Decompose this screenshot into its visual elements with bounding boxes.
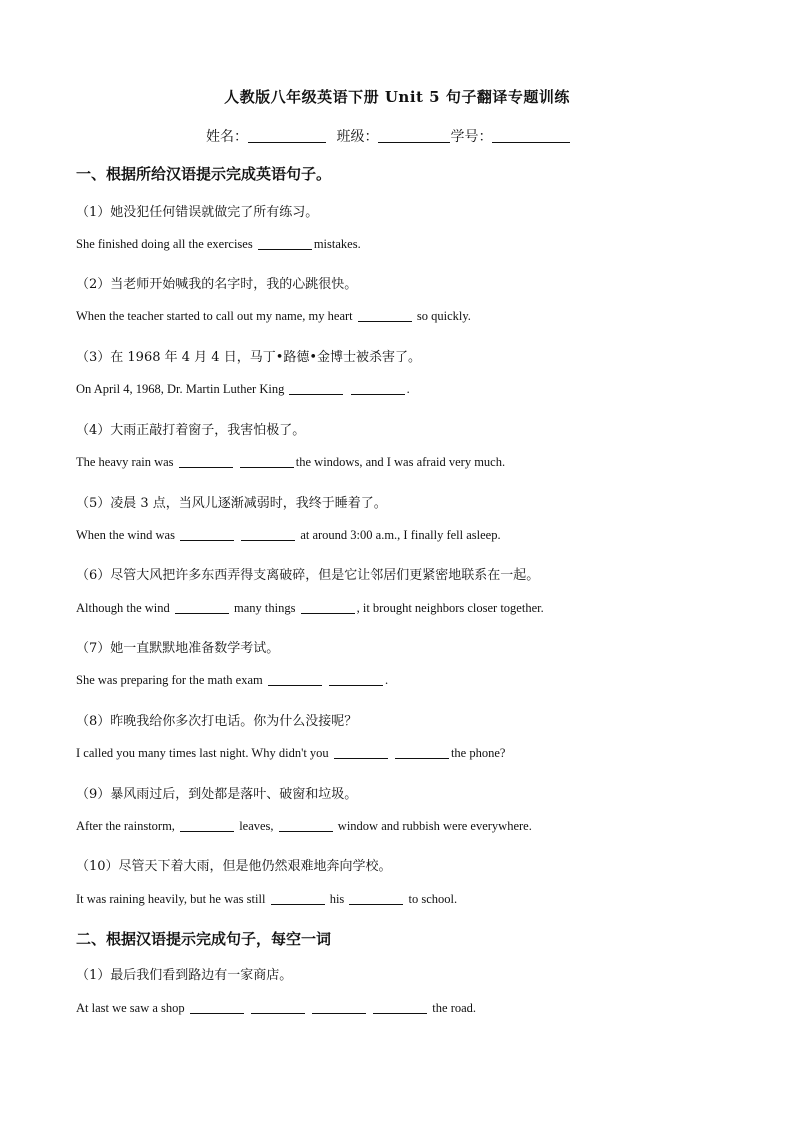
sentence-text: It was raining heavily, but he was still — [76, 892, 269, 906]
sentence-text — [246, 1001, 249, 1015]
sentence-text: . — [385, 673, 389, 687]
answer-blank[interactable] — [351, 382, 405, 395]
sentence-text: She was preparing for the math exam — [76, 673, 266, 687]
sentence-text: his — [326, 892, 348, 906]
answer-blank[interactable] — [180, 819, 234, 832]
name-field[interactable] — [248, 128, 326, 143]
question-7-english — [76, 673, 388, 688]
sentence-text — [368, 1001, 371, 1015]
sentence-text: the road. — [429, 1001, 477, 1015]
sentence-text: On April 4, 1968, Dr. Martin Luther King — [76, 382, 288, 396]
question-1-english — [76, 237, 361, 252]
question-10-chinese: （10）尽管天下着大雨，但是他仍然艰难地奔向学校。 — [76, 859, 392, 874]
answer-blank[interactable] — [279, 819, 333, 832]
question-8-chinese: （8）昨晚我给你多次打电话。你为什么没接呢？ — [76, 714, 358, 729]
question-9-english — [76, 819, 532, 834]
question-6-english — [76, 601, 544, 616]
question-3-chinese: （3）在 1968 年 4 月 4 日，马丁•路德•金博士被杀害了。 — [76, 350, 422, 365]
answer-blank[interactable] — [395, 746, 449, 759]
answer-blank[interactable] — [175, 601, 229, 614]
answer-blank[interactable] — [289, 382, 343, 395]
answer-blank[interactable] — [373, 1001, 427, 1014]
question-2-english — [76, 309, 471, 324]
sentence-text: Although the wind — [76, 601, 173, 615]
sentence-text — [235, 455, 238, 469]
section-2-heading: 二、根据汉语提示完成句子，每空一词 — [76, 930, 332, 948]
question-8-english — [76, 746, 505, 761]
question-4-chinese: （4）大雨正敲打着窗子，我害怕极了。 — [76, 423, 306, 438]
section-1-heading: 一、根据所给汉语提示完成英语句子。 — [76, 165, 332, 183]
question-10-english — [76, 892, 457, 907]
question-5-english — [76, 528, 501, 543]
section-2-question-1-chinese: （1）最后我们看到路边有一家商店。 — [76, 968, 293, 983]
sentence-text: so quickly. — [413, 309, 471, 323]
question-6-chinese: （6）尽管大风把许多东西弄得支离破碎，但是它让邻居们更紧密地联系在一起。 — [76, 568, 540, 583]
class-field[interactable] — [378, 128, 450, 143]
question-4-english — [76, 455, 505, 470]
sentence-text: at around 3:00 a.m., I finally fell asleep. — [297, 528, 501, 542]
sentence-text: to school. — [405, 892, 458, 906]
sentence-text: leaves, — [236, 819, 277, 833]
question-9-chinese: （9）暴风雨过后，到处都是落叶、破窗和垃圾。 — [76, 787, 358, 802]
sentence-text: window and rubbish were everywhere. — [334, 819, 532, 833]
answer-blank[interactable] — [312, 1001, 366, 1014]
sentence-text: At last we saw a shop — [76, 1001, 188, 1015]
sentence-text: When the teacher started to call out my name, my heart — [76, 309, 356, 323]
answer-blank[interactable] — [358, 309, 412, 322]
sentence-text: the windows, and I was afraid very much. — [295, 455, 506, 469]
sentence-text — [390, 746, 393, 760]
question-7-chinese: （7）她一直默默地准备数学考试。 — [76, 641, 280, 656]
answer-blank[interactable] — [329, 673, 383, 686]
answer-blank[interactable] — [251, 1001, 305, 1014]
question-3-english — [76, 382, 410, 397]
answer-blank[interactable] — [271, 892, 325, 905]
sentence-text: I called you many times last night. Why didn't you — [76, 746, 332, 760]
answer-blank[interactable] — [179, 455, 233, 468]
answer-blank[interactable] — [241, 528, 295, 541]
question-2-chinese: （2）当老师开始喊我的名字时，我的心跳很快。 — [76, 277, 358, 292]
sentence-text: , it brought neighbors closer together. — [356, 601, 544, 615]
answer-blank[interactable] — [190, 1001, 244, 1014]
sentence-text: mistakes. — [313, 237, 361, 251]
class-label: 班级： — [336, 129, 379, 145]
question-1-chinese: （1）她没犯任何错误就做完了所有练习。 — [76, 205, 319, 220]
sentence-text: The heavy rain was — [76, 455, 177, 469]
question-5-chinese: （5）凌晨 3 点，当风儿逐渐减弱时，我终于睡着了。 — [76, 496, 387, 511]
answer-blank[interactable] — [180, 528, 234, 541]
sentence-text: the phone? — [450, 746, 506, 760]
answer-blank[interactable] — [258, 237, 312, 250]
sentence-text — [307, 1001, 310, 1015]
sentence-text: many things — [230, 601, 299, 615]
sentence-text: After the rainstorm, — [76, 819, 179, 833]
answer-blank[interactable] — [268, 673, 322, 686]
student-info-row — [206, 126, 570, 146]
sentence-text: When the wind was — [76, 528, 179, 542]
page-title: 人教版八年级英语下册 Unit 5 句子翻译专题训练 — [224, 88, 570, 106]
sentence-text: She finished doing all the exercises — [76, 237, 256, 251]
name-label: 姓名： — [206, 129, 248, 145]
sentence-text — [345, 382, 348, 396]
student-id-field[interactable] — [492, 128, 570, 143]
answer-blank[interactable] — [334, 746, 388, 759]
section-2-question-1-english — [76, 1001, 476, 1016]
sentence-text — [324, 673, 327, 687]
sentence-text — [236, 528, 239, 542]
answer-blank[interactable] — [301, 601, 355, 614]
answer-blank[interactable] — [240, 455, 294, 468]
sentence-text: . — [406, 382, 410, 396]
answer-blank[interactable] — [349, 892, 403, 905]
student-id-label: 学号： — [450, 129, 493, 145]
